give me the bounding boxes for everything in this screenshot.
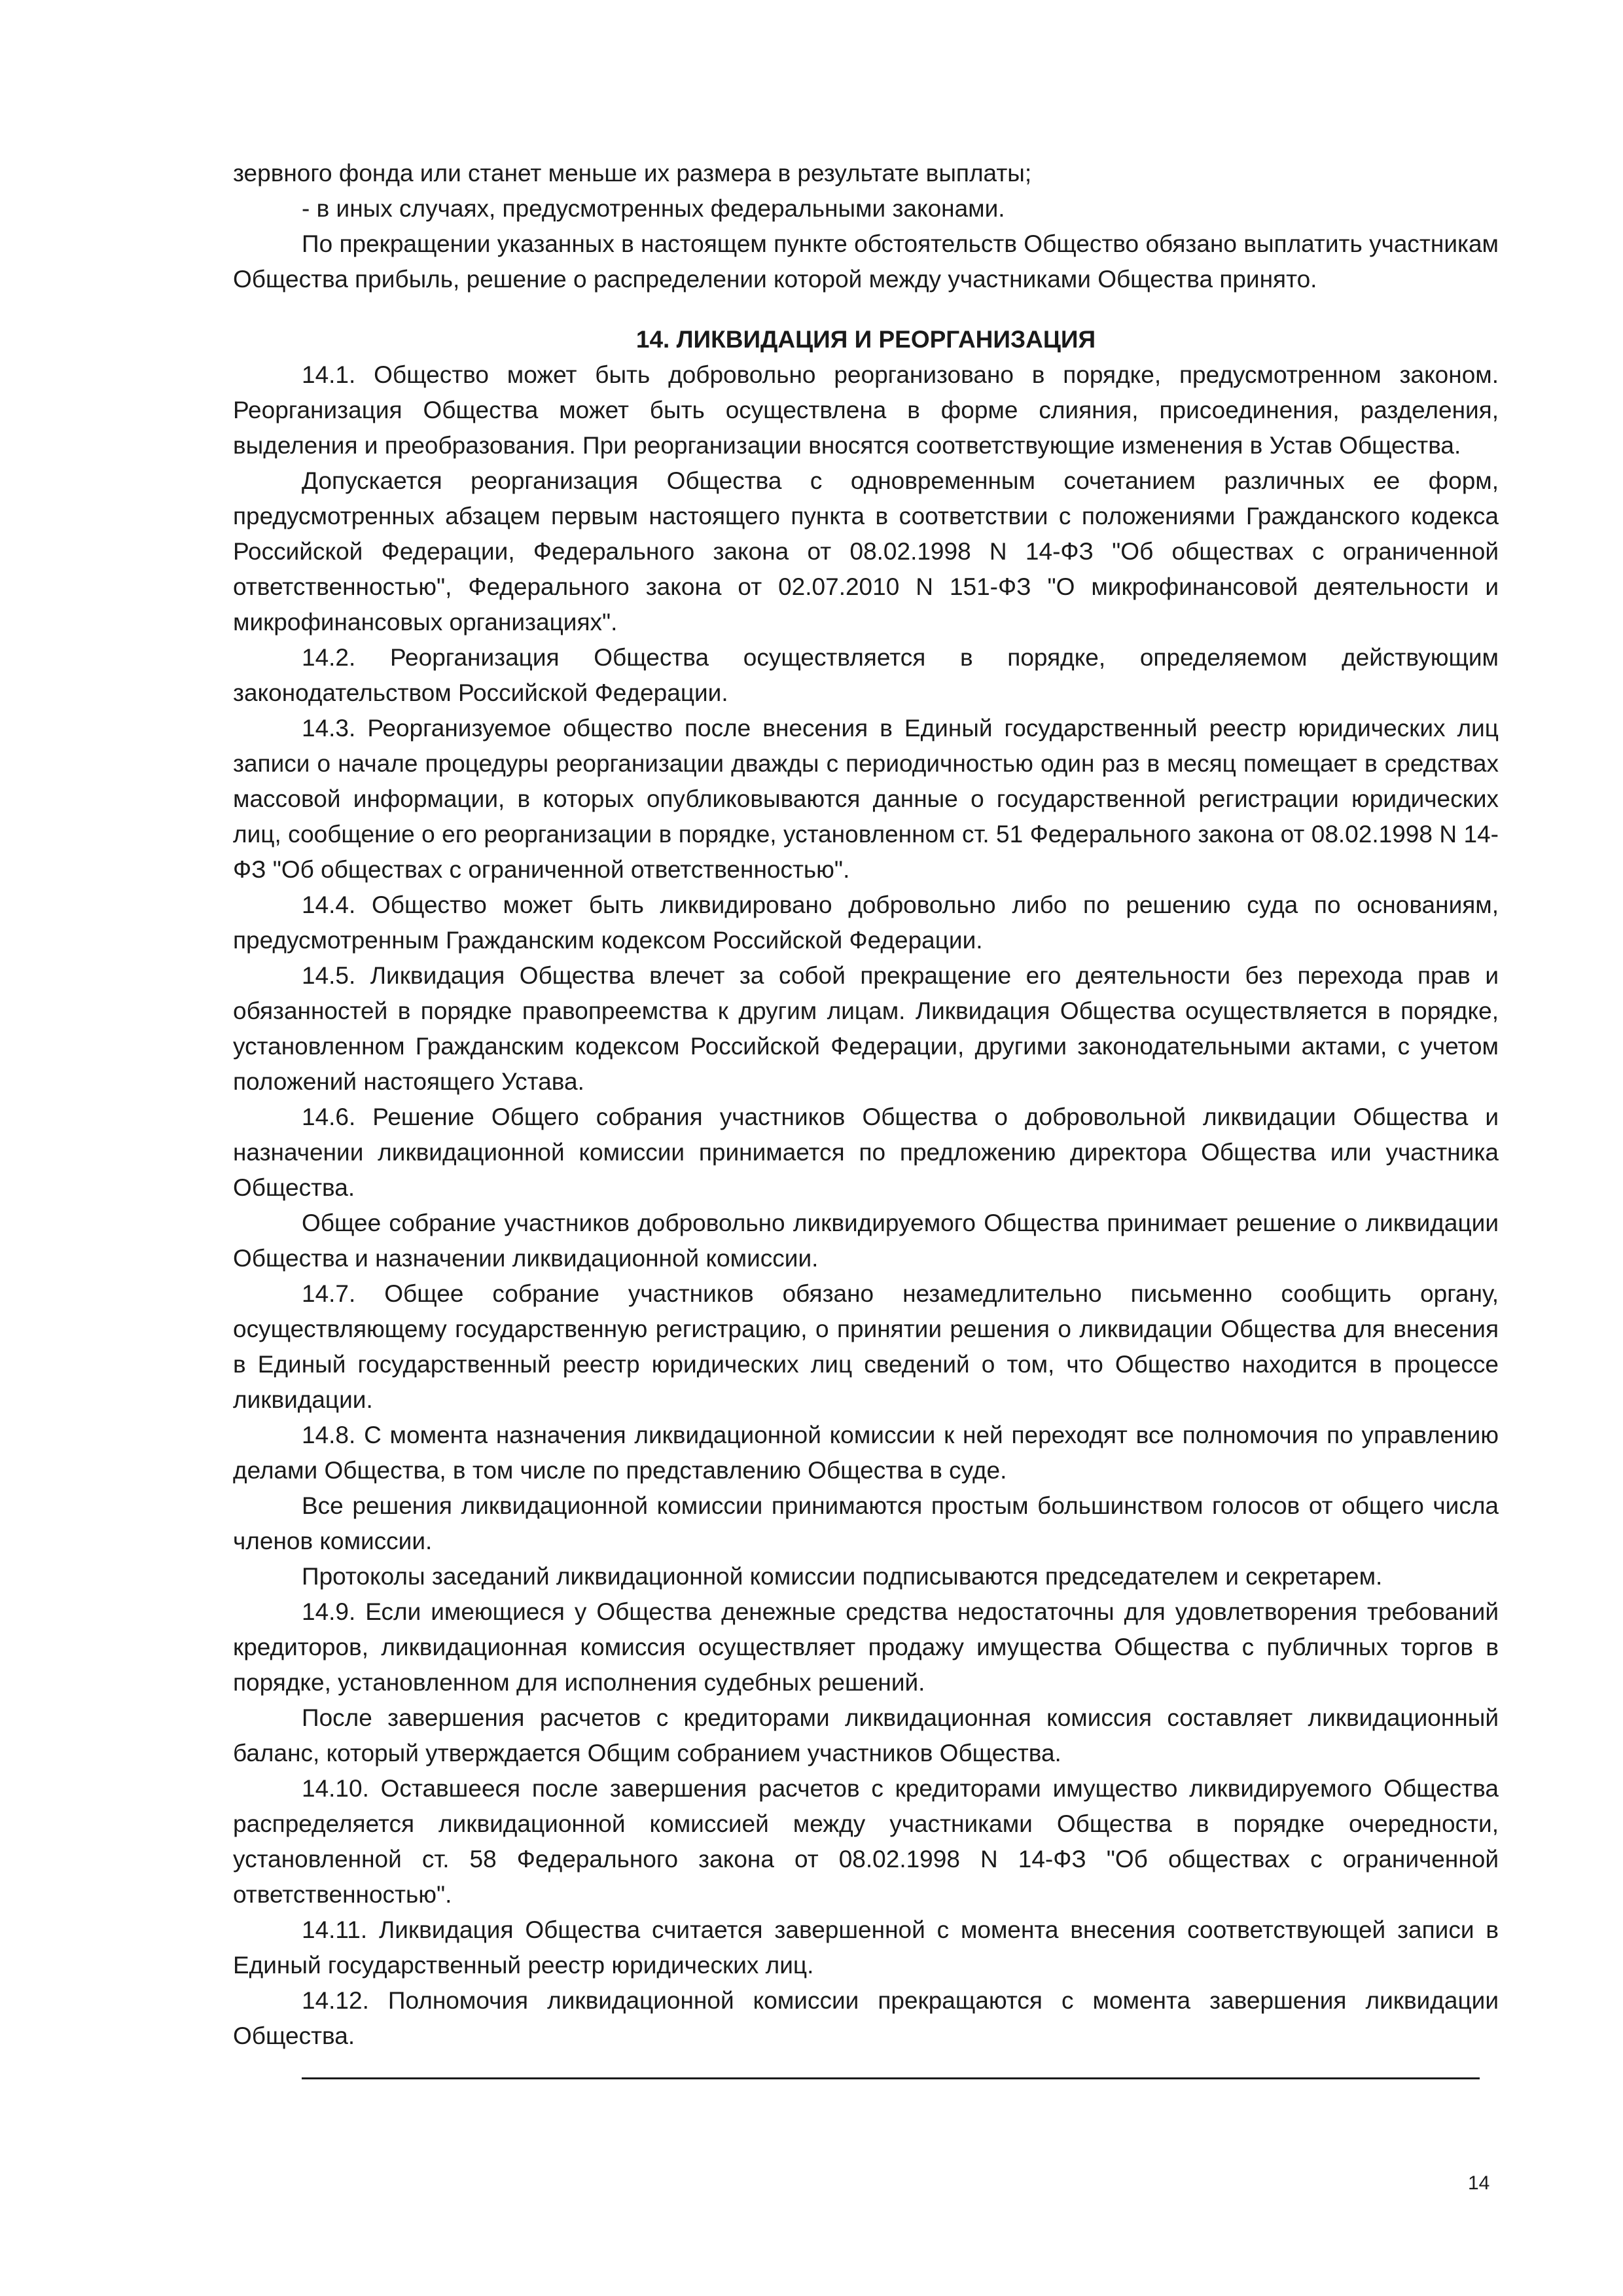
paragraph-14-1: 14.1. Общество может быть добровольно реорганизовано в порядке, предусмотренном законом. Реорганизация Общества может быть осуществлена в форме слияния, присоединения, разделения, выделения и преобразования. При реорганизации вносятся соответствующие изменения в Устав Общества. — [233, 361, 1499, 459]
paragraph-14-9: 14.9. Если имеющиеся у Общества денежные средства недостаточны для удовлетворения требований кредиторов, ликвидационная комиссия осуществляет продажу имущества Общества с публичных торгов в порядке, установленном для исполнения судебных решений. — [233, 1598, 1499, 1696]
paragraph-intro-3: По прекращении указанных в настоящем пункте обстоятельств Общество обязано выплатить участникам Общества прибыль, решение о распределении которой между участниками Общества принято. — [233, 230, 1499, 293]
document-page — [233, 156, 1499, 2079]
paragraph-14-3: 14.3. Реорганизуемое общество после внесения в Единый государственный реестр юридических лиц записи о начале процедуры реорганизации дважды с периодичностью один раз в месяц помещает в средствах массовой информации, в которых опубликовываются данные о государственной регистрации юридических лиц, сообщение о его реорганизации в порядке, установленном ст. 51 Федерального закона от 08.02.1998 N 14-ФЗ "Об обществах с ограниченной ответственностью". — [233, 715, 1499, 883]
paragraph-14-8: 14.8. С момента назначения ликвидационной комиссии к ней переходят все полномочия по управлению делами Общества, в том числе по представлению Общества в суде. — [233, 1422, 1499, 1484]
paragraph-14-7: 14.7. Общее собрание участников обязано незамедлительно письменно сообщить органу, осуществляющему государственную регистрацию, о принятии решения о ликвидации Общества для внесения в Единый государственный реестр юридических лиц сведений о том, что Общество находится в процессе ликвидации. — [233, 1280, 1499, 1413]
paragraph-14-6: 14.6. Решение Общего собрания участников Общества о добровольной ликвидации Общества и назначении ликвидационной комиссии принимается по предложению директора Общества или участника Общества. — [233, 1103, 1499, 1201]
paragraph-14-8-b: Все решения ликвидационной комиссии принимаются простым большинством голосов от общего числа членов комиссии. — [233, 1492, 1499, 1554]
paragraph-14-1-b: Допускается реорганизация Общества с одновременным сочетанием различных ее форм, предусмотренных абзацем первым настоящего пункта в соответствии с положениями Гражданского кодекса Российской Федерации, Федерального закона от 08.02.1998 N 14-ФЗ "Об обществах с ограниченной ответственностью", Федерального закона от 02.07.2010 N 151-ФЗ "О микрофинансовой деятельности и микрофинансовых организациях". — [233, 467, 1499, 636]
paragraph-intro-2: - в иных случаях, предусмотренных федеральными законами. — [302, 195, 1005, 222]
paragraph-intro-1: зервного фонда или станет меньше их размера в результате выплаты; — [233, 160, 1032, 187]
paragraph-14-10: 14.10. Оставшееся после завершения расчетов с кредиторами имущество ликвидируемого Общества распределяется ликвидационной комиссией между участниками Общества в порядке очередности, установленной ст. 58 Федерального закона от 08.02.1998 N 14-ФЗ "Об обществах с ограниченной ответственностью". — [233, 1775, 1499, 1908]
paragraph-14-9-b: После завершения расчетов с кредиторами ликвидационная комиссия составляет ликвидационный баланс, который утверждается Общим собранием участников Общества. — [233, 1704, 1499, 1767]
paragraph-14-8-c: Протоколы заседаний ликвидационной комиссии подписываются председателем и секретарем. — [302, 1563, 1383, 1590]
page-number: 14 — [1468, 2172, 1490, 2194]
paragraph-14-6-b: Общее собрание участников добровольно ликвидируемого Общества принимает решение о ликвидации Общества и назначении ликвидационной комиссии. — [233, 1210, 1499, 1272]
end-rule — [302, 2077, 1480, 2079]
paragraph-14-12: 14.12. Полномочия ликвидационной комиссии прекращаются с момента завершения ликвидации Общества. — [233, 1987, 1499, 2049]
paragraph-14-11: 14.11. Ликвидация Общества считается завершенной с момента внесения соответствующей записи в Единый государственный реестр юридических лиц. — [233, 1916, 1499, 1979]
section-title: 14. ЛИКВИДАЦИЯ И РЕОРГАНИЗАЦИЯ — [635, 326, 1096, 353]
paragraph-14-5: 14.5. Ликвидация Общества влечет за собой прекращение его деятельности без перехода прав и обязанностей в порядке правопреемства к другим лицам. Ликвидация Общества осуществляется в порядке, установленном Гражданским кодексом Российской Федерации, другими законодательными актами, с учетом положений настоящего Устава. — [233, 962, 1499, 1095]
paragraph-14-4: 14.4. Общество может быть ликвидировано добровольно либо по решению суда по основаниям, предусмотренным Гражданским кодексом Российской Федерации. — [233, 891, 1499, 954]
paragraph-14-2: 14.2. Реорганизация Общества осуществляется в порядке, определяемом действующим законодательством Российской Федерации. — [233, 644, 1499, 706]
